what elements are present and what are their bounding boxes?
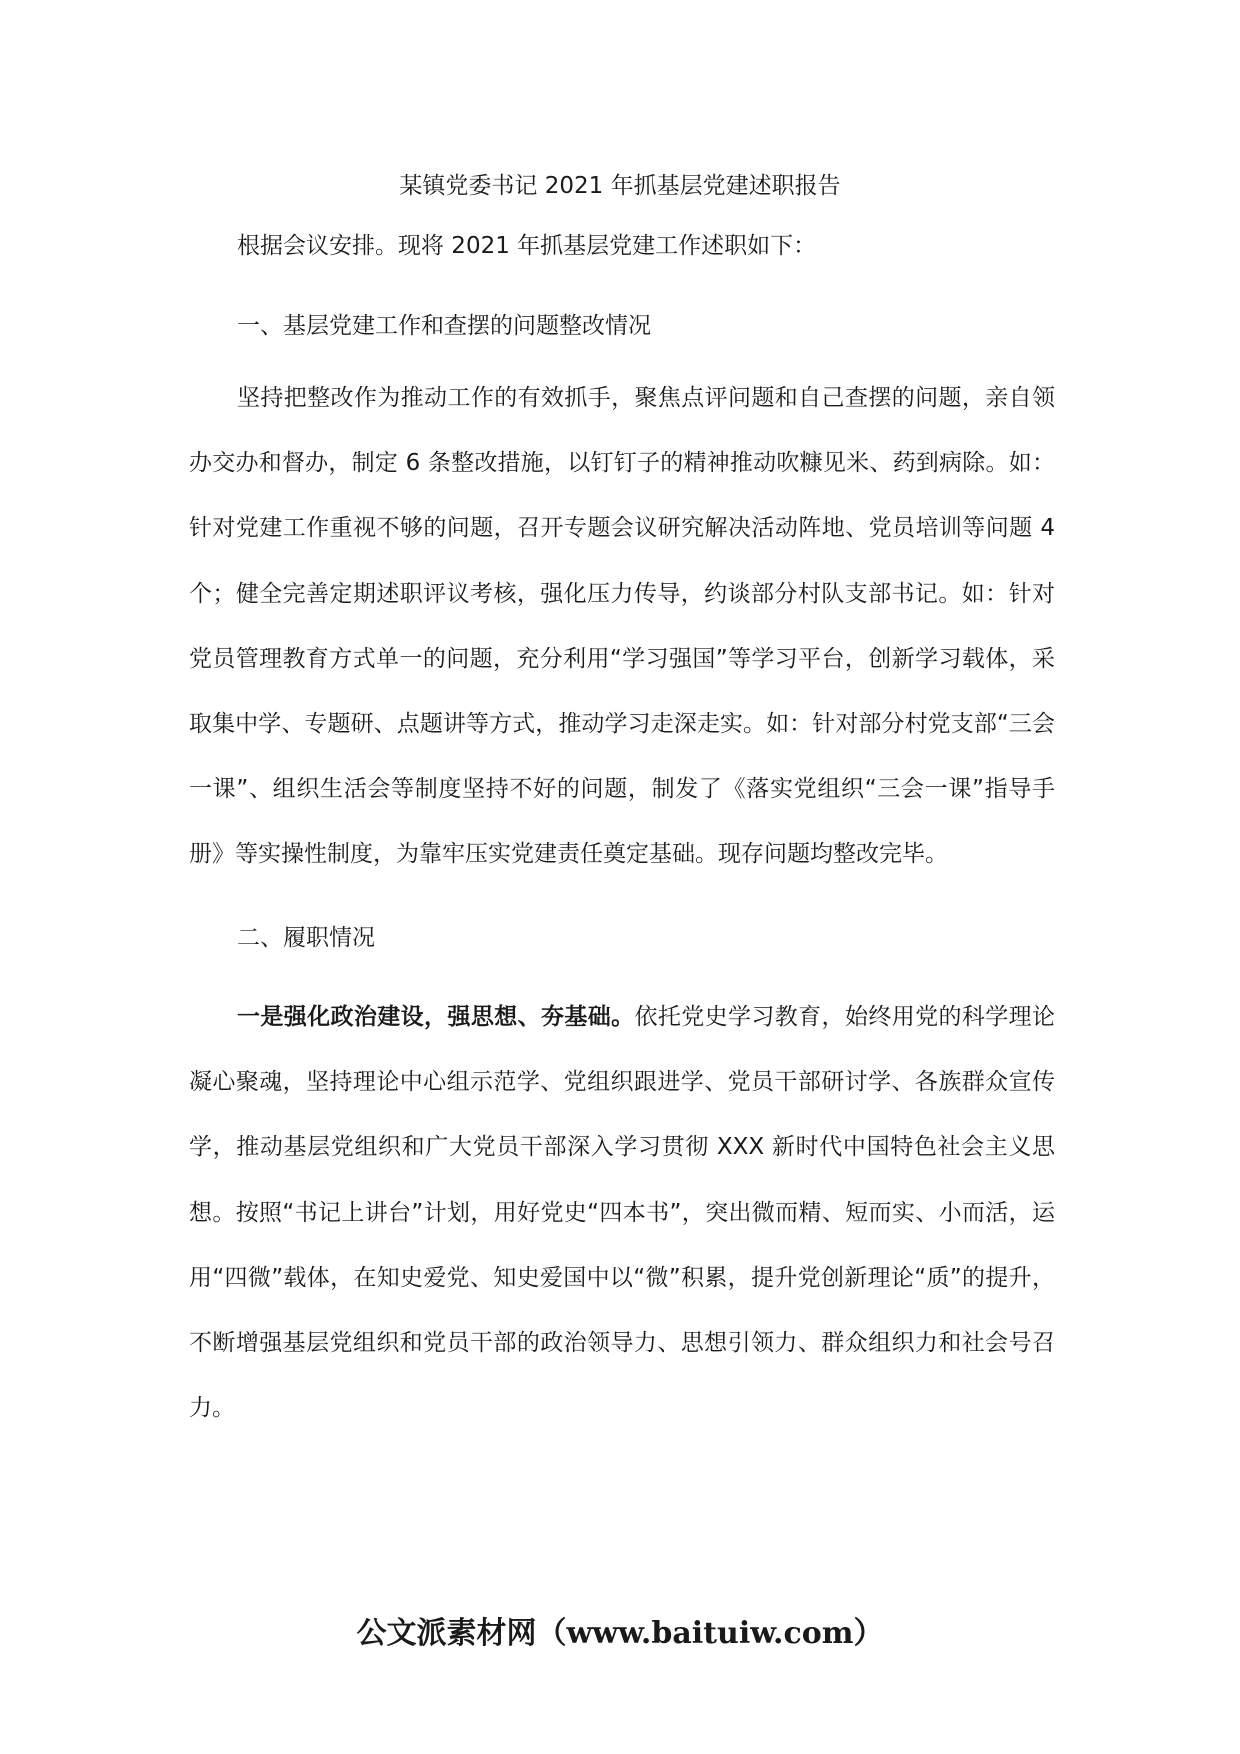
section-1-heading: 一、基层党建工作和查摆的问题整改情况 [237,313,651,339]
section-2-paragraph [189,985,1055,1441]
section-1-paragraph: 坚持把整改作为推动工作的有效抓手，聚焦点评问题和自己查摆的问题，亲自领办交办和督办，制定 6 条整改措施，以钉钉子的精神推动吹糠见米、药到病除。如：针对党建工作重视不够的问题，召开专题会议研究解决活动阵地、党员培训等问题 4 个；健全完善定期述职评议考核，强化压力传导，约谈部分村队支部书记。如：针对党员管理教育方式单一的问题，充分利用“学习强国”等学习平台，创新学习载体，采取集中学、专题研、点题讲等方式，推动学习走深走实。如：针对部分村党支部“三会一课”、组织生活会等制度坚持不好的问题，制发了《落实党组织“三会一课”指导手册》等实操性制度，为靠牢压实党建责任奠定基础。现存问题均整改完毕。 [189,385,1055,868]
section-2-lead: 一是强化政治建设，强思想、夯基础。 [237,1004,635,1030]
footer-watermark: 公文派素材网（www.baituiw.com） [356,1616,884,1651]
section-2-heading: 二、履职情况 [237,925,375,951]
document-title: 某镇党委书记 2021 年抓基层党建述职报告 [399,173,841,199]
intro-paragraph: 根据会议安排。现将 2021 年抓基层党建工作述职如下： [237,233,817,259]
section-2-body: 依托党史学习教育，始终用党的科学理论凝心聚魂，坚持理论中心组示范学、党组织跟进学、党员干部研讨学、各族群众宣传学，推动基层党组织和广大党员干部深入学习贯彻 XXX 新时代中国特色社会主义思想。按照“书记上讲台”计划，用好党史“四本书”，突出微而精、短而实、小而活，运用“四微”载体，在知史爱党、知史爱国中以“微”积累，提升党创新理论“质”的提升，不断增强基层党组织和党员干部的政治领导力、思想引领力、群众组织力和社会号召力。 [189,1004,1056,1422]
